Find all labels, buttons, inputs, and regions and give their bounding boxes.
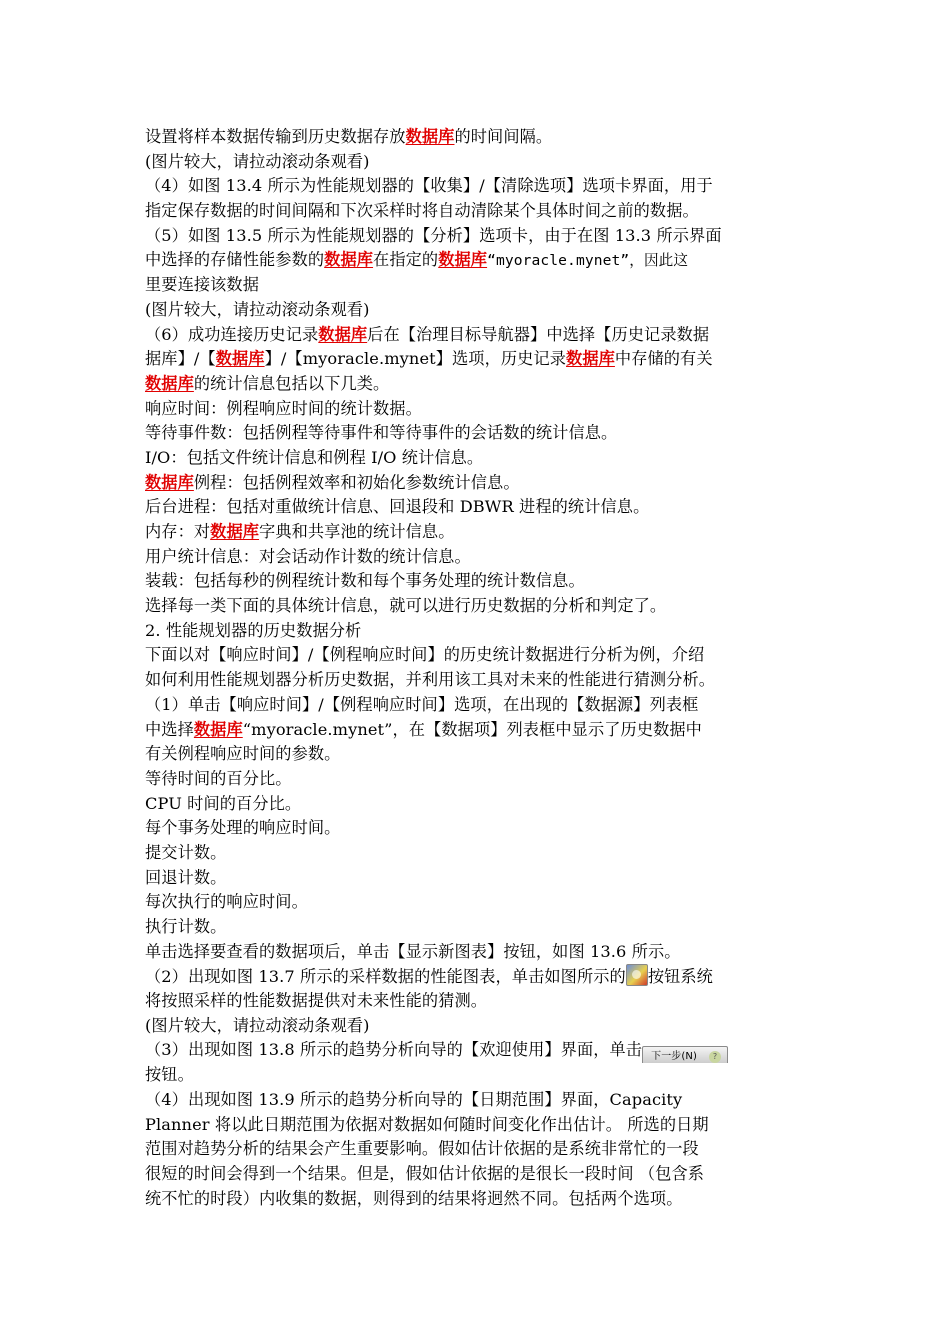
text-line: 如何利用性能规划器分析历史数据，并利用该工具对未来的性能进行猜测分析。	[145, 670, 716, 690]
text-span: 的统计信息包括以下几类。	[193, 373, 390, 393]
section-heading: 2. 性能规划器的历史数据分析	[145, 620, 362, 640]
text-span: 字典和共享池的统计信息。	[259, 522, 455, 541]
text-span: 中存储的有关	[614, 349, 713, 369]
text-line: 执行计数。	[145, 917, 227, 936]
keyword-link-database[interactable]: 数据库	[145, 373, 194, 393]
text-span: 中选择的存储性能参数的	[145, 250, 325, 270]
text-span: 按钮系统	[647, 967, 713, 987]
text-line: 范围对趋势分析的结果会产生重要影响。假如估计依据的是系统非常忙的一段	[145, 1139, 699, 1159]
text-line	[145, 520, 813, 545]
text-line	[145, 471, 813, 496]
text-line: I/O：包括文件统计信息和例程 I/O 统计信息。	[145, 447, 484, 467]
text-line: 后台进程：包括对重做统计信息、回退段和 DBWR 进程的统计信息。	[145, 497, 650, 517]
text-line: 单击选择要查看的数据项后，单击【显示新图表】按钮，如图 13.6 所示。	[145, 941, 681, 961]
keyword-link-database[interactable]: 数据库	[438, 250, 488, 270]
text-span: （2）出现如图 13.7 所示的采样数据的性能图表，单击如图所示的	[145, 967, 626, 987]
text-line	[145, 1038, 813, 1063]
text-line: 回退计数。	[145, 867, 227, 887]
text-span: 】/【myoracle.mynet】选项，历史记录	[264, 349, 567, 369]
text-line	[145, 248, 813, 273]
keyword-link-database[interactable]: 数据库	[318, 324, 368, 344]
text-span: （6）成功连接历史记录	[145, 324, 319, 344]
keyword-link-database[interactable]: 数据库	[405, 127, 455, 146]
text-span: 后在【治理目标导航器】中选择【历史记录数据	[367, 324, 710, 344]
text-span: 的时间间隔。	[454, 127, 553, 146]
text-line	[145, 125, 813, 150]
text-span: “myoracle.mynet”，因此这	[487, 252, 689, 270]
text-line: Planner 将以此日期范围为依据对数据如何随时间变化作出估计。 所选的日期	[145, 1114, 709, 1134]
keyword-link-database[interactable]: 数据库	[210, 522, 260, 541]
text-line: 将按照采样的性能数据提供对未来性能的猜测。	[145, 991, 488, 1011]
image-caption: (图片较大，请拉动滚动条观看)	[145, 1015, 370, 1035]
text-line: 有关例程响应时间的参数。	[145, 744, 341, 764]
text-line: 用户统计信息：对会话动作计数的统计信息。	[145, 546, 471, 566]
document-body	[145, 125, 813, 1211]
text-line: 每个事务处理的响应时间。	[145, 818, 341, 838]
next-step-button-label: 下一步(N)	[651, 1051, 697, 1063]
text-line: （5）如图 13.5 所示为性能规划器的【分析】选项卡，由于在图 13.3 所示界面	[145, 225, 722, 245]
keyword-link-database[interactable]: 数据库	[145, 472, 194, 492]
text-line: （4）出现如图 13.9 所示的趋势分析向导的【日期范围】界面，Capacity	[145, 1089, 683, 1109]
text-line: 响应时间：例程响应时间的统计数据。	[145, 398, 422, 418]
text-line: 按钮。	[145, 1065, 194, 1085]
next-step-button[interactable]	[642, 1046, 728, 1063]
text-span: 中选择	[145, 719, 194, 739]
text-line: 等待时间的百分比。	[145, 768, 292, 788]
trend-chart-icon[interactable]	[626, 964, 648, 986]
text-line: 统不忙的时段）内收集的数据，则得到的结果将迥然不同。包括两个选项。	[145, 1188, 683, 1208]
keyword-link-database[interactable]: 数据库	[324, 250, 374, 270]
image-caption: (图片较大，请拉动滚动条观看)	[145, 151, 370, 171]
text-line: 指定保存数据的时间间隔和下次采样时将自动清除某个具体时间之前的数据。	[145, 201, 699, 221]
text-line	[145, 718, 813, 743]
text-line: （1）单击【响应时间】/【例程响应时间】选项，在出现的【数据源】列表框	[145, 694, 699, 714]
text-span: 据库】/【	[145, 349, 216, 369]
text-span: 设置将样本数据传输到历史数据存放	[145, 127, 406, 146]
text-line: 很短的时间会得到一个结果。但是，假如估计依据的是很长一段时间 （包含系	[145, 1163, 705, 1183]
keyword-link-database[interactable]: 数据库	[215, 349, 265, 369]
text-line: 里要连接该数据	[145, 275, 260, 295]
text-line: 提交计数。	[145, 842, 227, 862]
text-line	[145, 964, 813, 989]
text-line	[145, 323, 813, 348]
text-line: （4）如图 13.4 所示为性能规划器的【收集】/【清除选项】选项卡界面，用于	[145, 176, 713, 196]
text-line: 每次执行的响应时间。	[145, 892, 308, 912]
text-line: CPU 时间的百分比。	[145, 793, 302, 813]
text-span: 内存：对	[145, 522, 211, 541]
text-span: “myoracle.mynet”，在【数据项】列表框中显示了历史数据中	[242, 719, 702, 739]
text-span: （3）出现如图 13.8 所示的趋势分析向导的【欢迎使用】界面，单击	[145, 1040, 643, 1060]
keyword-link-database[interactable]: 数据库	[566, 349, 615, 369]
text-line: 选择每一类下面的具体统计信息，就可以进行历史数据的分析和判定了。	[145, 596, 667, 616]
text-line: 等待事件数：包括例程等待事件和等待事件的会话数的统计信息。	[145, 423, 618, 443]
keyword-link-database[interactable]: 数据库	[193, 719, 243, 739]
text-line: 下面以对【响应时间】/【例程响应时间】的历史统计数据进行分析为例，介绍	[145, 645, 705, 665]
help-icon: ?	[709, 1051, 721, 1063]
text-line	[145, 372, 813, 397]
text-span: 在指定的	[373, 250, 439, 270]
text-span: 例程：包括例程效率和初始化参数统计信息。	[193, 472, 520, 492]
text-line: 装载：包括每秒的例程统计数和每个事务处理的统计数信息。	[145, 571, 585, 591]
text-line	[145, 347, 813, 372]
image-caption: (图片较大，请拉动滚动条观看)	[145, 299, 370, 319]
